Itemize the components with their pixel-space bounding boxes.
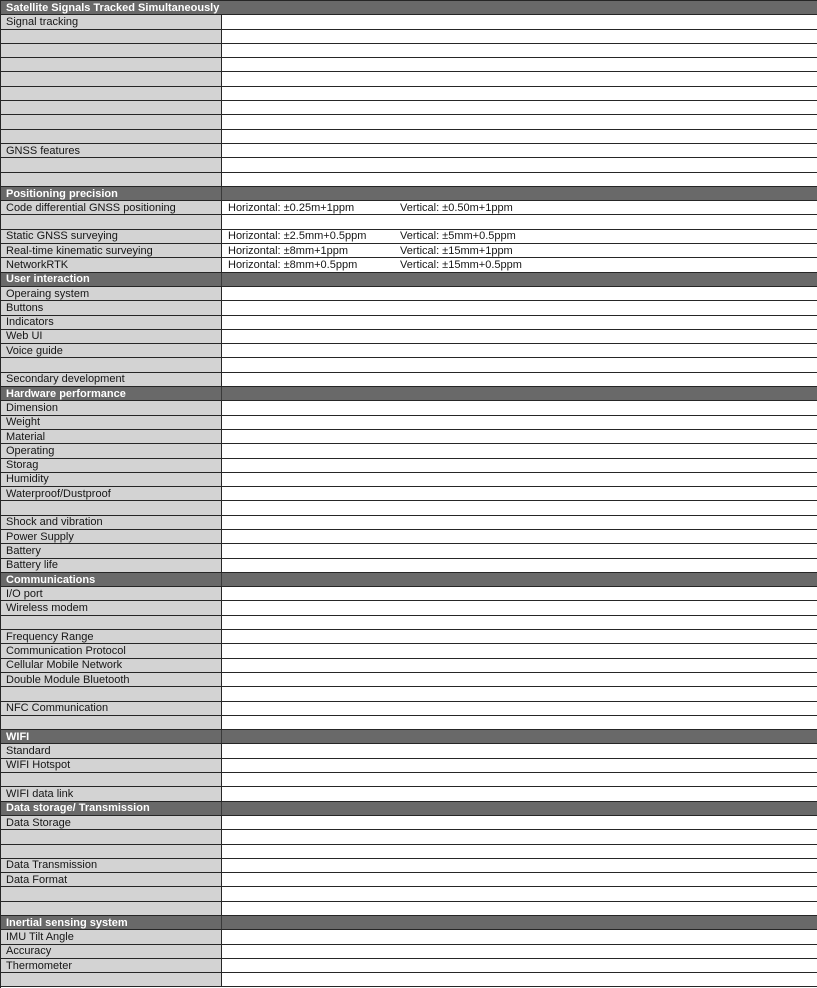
row-value [222,459,817,472]
table-row [1,830,817,844]
row-label [1,845,222,858]
row-value [222,44,817,57]
row-label [1,973,222,986]
table-row [1,58,817,72]
section-header-filler [222,187,817,200]
row-value [222,15,817,28]
row-value [222,845,817,858]
row-value-vertical: Vertical: ±0.50m+1ppm [400,201,513,214]
table-row [1,44,817,58]
row-label: Standard [1,744,222,757]
row-value [222,887,817,900]
row-label: NFC Communication [1,702,222,715]
row-value [222,644,817,657]
row-value-vertical: Vertical: ±15mm+1ppm [400,244,513,257]
section-header-label: Inertial sensing system [1,916,222,929]
row-label [1,72,222,85]
table-row [1,258,817,272]
row-value [222,630,817,643]
table-row [1,244,817,258]
row-label: I/O port [1,587,222,600]
table-row [1,902,817,916]
table-row [1,416,817,430]
row-value [222,959,817,972]
row-value [222,516,817,529]
table-row [1,873,817,887]
section-header-label: WIFI [1,730,222,743]
row-value [222,58,817,71]
section-header [1,573,817,587]
row-label [1,173,222,186]
row-value [222,201,817,214]
row-value [222,316,817,329]
row-label: IMU Tilt Angle [1,930,222,943]
row-value [222,601,817,614]
row-label [1,101,222,114]
row-label: Accuracy [1,945,222,958]
row-value [222,373,817,386]
section-header-filler [222,273,817,286]
section-header [1,273,817,287]
row-value [222,544,817,557]
table-row [1,201,817,215]
table-row [1,115,817,129]
row-value [222,773,817,786]
row-label: Real-time kinematic surveying [1,244,222,257]
row-label: Frequency Range [1,630,222,643]
row-label [1,115,222,128]
table-row [1,530,817,544]
section-header-label: Hardware performance [1,387,222,400]
row-value [222,158,817,171]
table-row [1,959,817,973]
row-label [1,44,222,57]
row-value [222,930,817,943]
table-row [1,173,817,187]
table-row [1,215,817,229]
row-label: Waterproof/Dustproof [1,487,222,500]
table-row [1,887,817,901]
row-value [222,330,817,343]
row-value [222,258,817,271]
row-value [222,501,817,514]
table-row [1,544,817,558]
row-label: Static GNSS surveying [1,230,222,243]
row-value [222,687,817,700]
row-label: Weight [1,416,222,429]
table-row [1,301,817,315]
row-label: Material [1,430,222,443]
section-header [1,1,817,15]
row-label: Web UI [1,330,222,343]
row-value [222,144,817,157]
table-row [1,630,817,644]
table-row [1,373,817,387]
row-label: WIFI Hotspot [1,759,222,772]
row-value-vertical: Vertical: ±5mm+0.5ppm [400,230,516,243]
table-row [1,144,817,158]
row-value [222,30,817,43]
row-label [1,773,222,786]
table-row [1,659,817,673]
row-value [222,430,817,443]
table-row [1,516,817,530]
table-row [1,130,817,144]
row-value [222,945,817,958]
row-value-horizontal: Horizontal: ±8mm+1ppm [228,244,349,257]
row-value [222,416,817,429]
table-row [1,401,817,415]
row-label [1,87,222,100]
row-label: Shock and vibration [1,516,222,529]
section-header [1,802,817,816]
row-value [222,344,817,357]
table-row [1,773,817,787]
section-header [1,916,817,930]
row-value [222,401,817,414]
row-value [222,130,817,143]
section-header [1,187,817,201]
row-value-horizontal: Horizontal: ±8mm+0.5ppm [228,258,358,271]
row-value [222,230,817,243]
section-header-filler [222,573,817,586]
table-row [1,87,817,101]
row-label: Thermometer [1,959,222,972]
table-row [1,487,817,501]
section-header [1,387,817,401]
row-value [222,215,817,228]
table-row [1,845,817,859]
row-label: Data Format [1,873,222,886]
table-row [1,759,817,773]
row-label: Dimension [1,401,222,414]
row-label [1,358,222,371]
row-label: NetworkRTK [1,258,222,271]
section-header-filler [222,730,817,743]
row-label: Signal tracking [1,15,222,28]
section-header-filler [222,387,817,400]
row-label [1,58,222,71]
row-label: Indicators [1,316,222,329]
table-row [1,15,817,29]
row-label: Data Storage [1,816,222,829]
section-header-label: User interaction [1,273,222,286]
row-label [1,501,222,514]
row-value [222,702,817,715]
row-label: Code differential GNSS positioning [1,201,222,214]
table-row [1,344,817,358]
table-row [1,744,817,758]
row-label [1,158,222,171]
table-row [1,30,817,44]
table-row [1,430,817,444]
row-value [222,101,817,114]
row-value [222,87,817,100]
row-label: Voice guide [1,344,222,357]
row-label [1,902,222,915]
table-row [1,358,817,372]
table-row [1,687,817,701]
row-label: Secondary development [1,373,222,386]
row-label: Power Supply [1,530,222,543]
row-value [222,830,817,843]
row-label: Buttons [1,301,222,314]
row-label: Wireless modem [1,601,222,614]
row-value [222,787,817,800]
row-label: Operating [1,444,222,457]
table-row [1,230,817,244]
row-value [222,287,817,300]
row-value [222,473,817,486]
table-row [1,644,817,658]
row-label: Humidity [1,473,222,486]
row-label: Data Transmission [1,859,222,872]
row-label [1,887,222,900]
table-row [1,816,817,830]
row-value [222,115,817,128]
table-row [1,716,817,730]
section-header-label: Satellite Signals Tracked Simultaneously [6,1,220,14]
row-label [1,687,222,700]
row-label: Cellular Mobile Network [1,659,222,672]
row-label: Battery [1,544,222,557]
table-row [1,930,817,944]
row-label: Double Module Bluetooth [1,673,222,686]
row-value [222,444,817,457]
row-value [222,301,817,314]
table-row [1,72,817,86]
section-header-label: Data storage/ Transmission [1,802,222,815]
table-row [1,287,817,301]
row-value [222,902,817,915]
table-row [1,316,817,330]
table-row [1,787,817,801]
row-value-horizontal: Horizontal: ±2.5mm+0.5ppm [228,230,367,243]
section-header-filler [222,802,817,815]
section-header-label: Positioning precision [1,187,222,200]
section-header-label: Communications [1,573,222,586]
row-value [222,587,817,600]
row-value [222,72,817,85]
row-value [222,244,817,257]
table-row [1,330,817,344]
row-label: GNSS features [1,144,222,157]
row-value [222,616,817,629]
row-label [1,716,222,729]
table-row [1,673,817,687]
row-label: Communication Protocol [1,644,222,657]
table-row [1,158,817,172]
table-row [1,859,817,873]
row-value-vertical: Vertical: ±15mm+0.5ppm [400,258,522,271]
row-value [222,816,817,829]
section-header [1,730,817,744]
row-value [222,559,817,572]
row-label [1,215,222,228]
row-value [222,873,817,886]
table-row [1,559,817,573]
row-label: WIFI data link [1,787,222,800]
table-row [1,702,817,716]
table-row [1,473,817,487]
row-value [222,173,817,186]
row-label: Operaing system [1,287,222,300]
row-value [222,487,817,500]
row-value-horizontal: Horizontal: ±0.25m+1ppm [228,201,355,214]
row-label [1,830,222,843]
table-row [1,444,817,458]
row-value [222,530,817,543]
row-value [222,973,817,986]
row-label: Storag [1,459,222,472]
row-label [1,616,222,629]
table-row [1,601,817,615]
row-label [1,30,222,43]
row-value [222,759,817,772]
section-header-filler [222,916,817,929]
table-row [1,501,817,515]
row-value [222,358,817,371]
row-value [222,716,817,729]
row-label [1,130,222,143]
row-value [222,659,817,672]
row-value [222,673,817,686]
row-value [222,744,817,757]
table-row [1,973,817,987]
row-label: Battery life [1,559,222,572]
table-row [1,459,817,473]
table-row [1,616,817,630]
table-row [1,945,817,959]
row-value [222,859,817,872]
table-row [1,101,817,115]
table-row [1,587,817,601]
